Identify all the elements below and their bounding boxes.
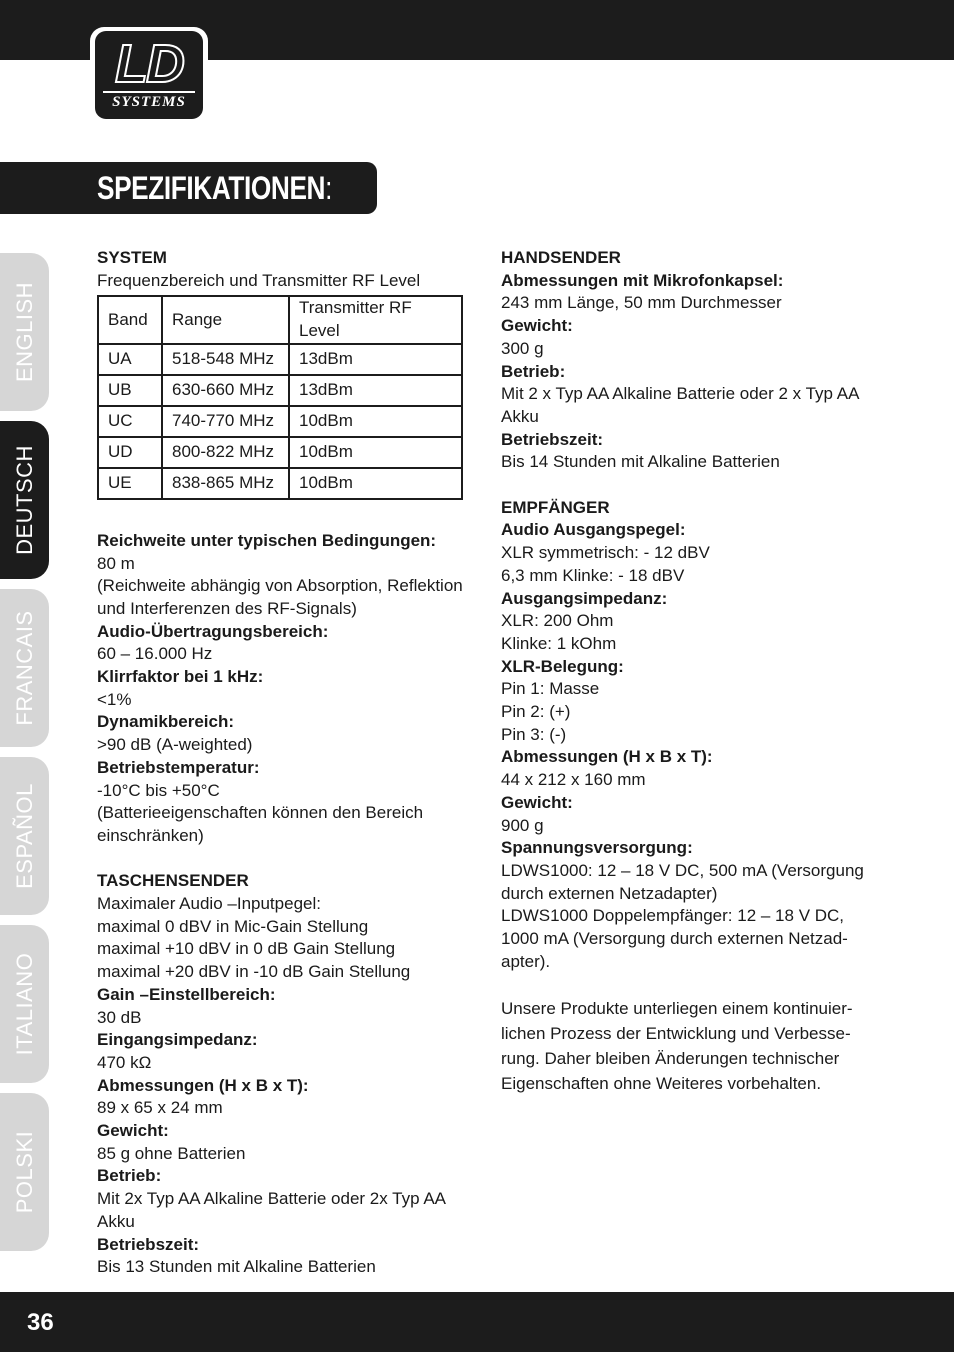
table-cell: 740-770 MHz: [162, 406, 289, 437]
spec-heading: Gain –Einstellbereich:: [97, 984, 276, 1004]
table-cell: UC: [98, 406, 162, 437]
spec-value: 44 x 212 x 160 mm: [501, 770, 646, 790]
spec-value: XLR: 200 Ohm: [501, 611, 614, 631]
tab-francais[interactable]: [0, 589, 49, 747]
spec-value: Pin 1: Masse: [501, 679, 600, 699]
tab-label: ENGLISH: [11, 281, 37, 383]
spec-heading: Betrieb:: [97, 1166, 162, 1186]
spec-heading: Abmessungen (H x B x T):: [501, 747, 713, 767]
table-row: [98, 437, 462, 468]
spec-heading: Audio Ausgangspegel:: [501, 520, 686, 540]
spec-value: 6,3 mm Klinke: - 18 dBV: [501, 565, 685, 585]
spec-value: 470 kΩ: [97, 1052, 152, 1072]
tab-label: DEUTSCH: [11, 445, 37, 555]
disclaimer-note: Unsere Produkte unterliegen einem kontinuier-lichen Prozess der Entwicklung und Verbesse-rung. Daher bleiben Änderungen technischer Eigenschaften ohne Weiteres vorbehalten.: [501, 999, 853, 1094]
table-header-cell: Band: [98, 296, 162, 343]
left-column: [97, 247, 465, 1279]
spec-value: Pin 3: (-): [501, 724, 567, 744]
table-header-row: [98, 296, 462, 343]
tab-espanol[interactable]: [0, 757, 49, 915]
spec-value: Mit 2x Typ AA Alkaline Batterie oder 2x Typ AA Akku: [97, 1189, 446, 1231]
spec-heading: Betriebszeit:: [97, 1234, 200, 1254]
spec-heading: HANDSENDER: [501, 248, 621, 267]
spec-heading: Gewicht:: [97, 1121, 169, 1141]
table-cell: 13dBm: [289, 344, 462, 375]
spec-heading: Abmessungen mit Mikrofonkapsel:: [501, 270, 784, 290]
spec-value: 60 – 16.000 Hz: [97, 644, 213, 664]
spec-heading: Audio-Übertragungsbereich:: [97, 621, 329, 641]
table-cell: 800-822 MHz: [162, 437, 289, 468]
spec-value: 243 mm Länge, 50 mm Durchmesser: [501, 293, 782, 313]
spec-value: 900 g: [501, 815, 544, 835]
table-cell: 13dBm: [289, 375, 462, 406]
spec-heading: Betriebszeit:: [501, 429, 604, 449]
spec-heading: TASCHENSENDER: [97, 871, 249, 891]
tab-label: ITALIANO: [11, 952, 37, 1056]
frequency-table: [97, 295, 463, 499]
tab-label: ESPAÑOL: [11, 783, 37, 889]
spacer: [97, 848, 465, 871]
page-number: 36: [27, 1309, 54, 1336]
spec-heading: Gewicht:: [501, 316, 573, 336]
tab-italiano[interactable]: [0, 925, 49, 1083]
spec-value: maximal +10 dBV in 0 dB Gain Stellung: [97, 939, 396, 959]
spec-value: (Batterieeigenschaften können den Bereich einschränken): [97, 803, 424, 845]
spec-heading: Abmessungen (H x B x T):: [97, 1075, 309, 1095]
spec-value: Pin 2: (+): [501, 702, 571, 722]
tab-label: FRANCAIS: [11, 610, 37, 726]
spec-value: >90 dB (A-weighted): [97, 735, 253, 755]
table-cell: UD: [98, 437, 162, 468]
table-cell: UE: [98, 468, 162, 499]
tab-polski[interactable]: [0, 1093, 49, 1251]
spec-heading: Ausgangsimpedanz:: [501, 588, 668, 608]
table-row: [98, 468, 462, 499]
table-cell: 10dBm: [289, 437, 462, 468]
tab-label: POLSKI: [11, 1130, 37, 1214]
spec-value: <1%: [97, 689, 132, 709]
tab-english[interactable]: [0, 253, 49, 411]
table-cell: 838-865 MHz: [162, 468, 289, 499]
spec-value: Maximaler Audio –Inputpegel:: [97, 894, 321, 914]
spec-value: maximal +20 dBV in -10 dB Gain Stellung: [97, 962, 411, 982]
spec-heading: Dynamikbereich:: [97, 712, 234, 732]
spec-heading: Betriebstemperatur:: [97, 757, 260, 777]
spec-value: 85 g ohne Batterien: [97, 1143, 246, 1163]
spec-value: 80 m: [97, 553, 135, 573]
spec-heading: Spannungsversorgung:: [501, 838, 693, 858]
spec-value: Mit 2 x Typ AA Alkaline Batterie oder 2 x Typ AA Akku: [501, 384, 859, 426]
system-heading: SYSTEM: [97, 248, 167, 267]
table-row: [98, 406, 462, 437]
spec-heading: Betrieb:: [501, 361, 566, 381]
spec-value: LDWS1000 Doppelempfänger: 12 – 18 V DC, 1000 mA (Versorgung durch externen Netzad-apter).: [501, 906, 848, 971]
table-cell: 10dBm: [289, 406, 462, 437]
table-header-cell: Range: [162, 296, 289, 343]
spec-value: 300 g: [501, 338, 544, 358]
table-header-cell: Transmitter RF Level: [289, 296, 462, 343]
system-subheading: Frequenzbereich und Transmitter RF Level: [97, 270, 421, 290]
table-row: [98, 344, 462, 375]
table-row: [98, 375, 462, 406]
spec-value: 89 x 65 x 24 mm: [97, 1098, 223, 1118]
spec-value: XLR symmetrisch: - 12 dBV: [501, 543, 710, 563]
spacer: [501, 973, 871, 996]
table-cell: UB: [98, 375, 162, 406]
table-cell: 10dBm: [289, 468, 462, 499]
spec-value: 30 dB: [97, 1007, 142, 1027]
spec-value: Bis 14 Stunden mit Alkaline Batterien: [501, 452, 780, 472]
section-title-bar: [0, 162, 377, 214]
brand-logo: [90, 27, 208, 123]
table-cell: UA: [98, 344, 162, 375]
spec-heading: Gewicht:: [501, 792, 573, 812]
page-title: SPEZIFIKATIONEN:: [97, 170, 332, 206]
spacer: [501, 474, 871, 497]
right-column: [501, 247, 871, 1096]
tab-deutsch[interactable]: [0, 421, 49, 579]
spec-value: Klinke: 1 kOhm: [501, 633, 617, 653]
logo-sub-text: SYSTEMS: [103, 91, 195, 111]
spec-heading: Reichweite unter typischen Bedingungen:: [97, 530, 437, 550]
spec-heading: Eingangsimpedanz:: [97, 1030, 258, 1050]
spec-value: (Reichweite abhängig von Absorption, Reflektion und Interferenzen des RF-Signals): [97, 576, 463, 618]
table-cell: 630-660 MHz: [162, 375, 289, 406]
spec-value: Bis 13 Stunden mit Alkaline Batterien: [97, 1257, 376, 1277]
spec-heading: Klirrfaktor bei 1 kHz:: [97, 667, 264, 687]
spec-value: maximal 0 dBV in Mic-Gain Stellung: [97, 916, 369, 936]
footer-bar: [0, 1292, 954, 1352]
table-cell: 518-548 MHz: [162, 344, 289, 375]
spec-heading: XLR-Belegung:: [501, 656, 624, 676]
spec-heading: EMPFÄNGER: [501, 497, 610, 517]
spec-value: LDWS1000: 12 – 18 V DC, 500 mA (Versorgung durch externen Netzadapter): [501, 860, 864, 903]
spec-value: -10°C bis +50°C: [97, 780, 220, 800]
left-spec-list: [97, 530, 465, 1279]
logo-brand-text: LD: [115, 34, 183, 94]
